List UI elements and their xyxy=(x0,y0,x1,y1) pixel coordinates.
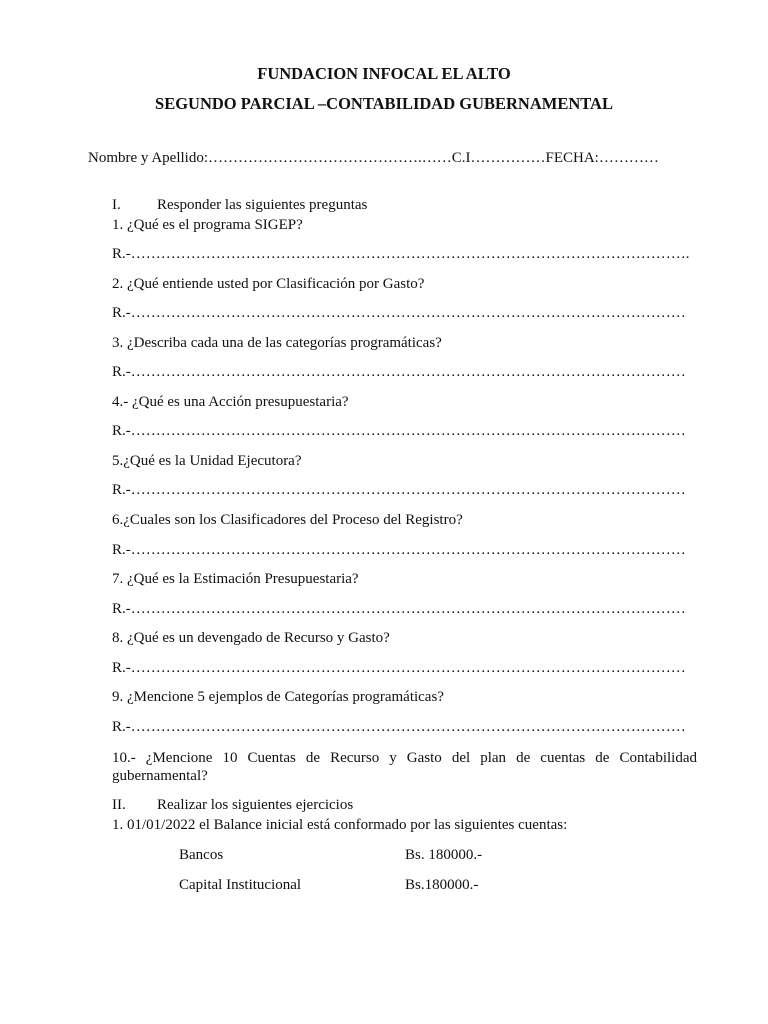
account-name: Bancos xyxy=(179,847,224,863)
section-2-numeral: II. xyxy=(112,797,126,813)
account-amount: Bs.180000.- xyxy=(405,877,479,893)
account-name: Capital Institucional xyxy=(179,877,302,893)
question-8: 8. ¿Qué es un devengado de Recurso y Gasto? xyxy=(112,630,390,646)
question-7: 7. ¿Qué es la Estimación Presupuestaria? xyxy=(112,571,359,587)
answer-line-6: R.-………………………………………………………………………………………………… xyxy=(112,542,686,558)
question-4: 4.- ¿Qué es una Acción presupuestaria? xyxy=(112,394,349,410)
account-amount: Bs. 180000.- xyxy=(405,847,483,863)
answer-line-8: R.-………………………………………………………………………………………………… xyxy=(112,660,686,676)
section-1-numeral: I. xyxy=(112,197,121,213)
student-info-line: Nombre y Apellido:…………………………………….……C.I……………FECHA:………… xyxy=(88,150,659,166)
question-1: 1. ¿Qué es el programa SIGEP? xyxy=(112,217,303,233)
answer-line-4: R.-………………………………………………………………………………………………… xyxy=(112,423,686,439)
question-6: 6.¿Cuales son los Clasificadores del Proceso del Registro? xyxy=(112,512,463,528)
answer-line-3: R.-………………………………………………………………………………………………… xyxy=(112,364,686,380)
question-10-line-1: 10.- ¿Mencione 10 Cuentas de Recurso y Gasto del plan de cuentas de Contabilidad xyxy=(112,750,697,766)
answer-line-7: R.-………………………………………………………………………………………………… xyxy=(112,601,686,617)
answer-line-9: R.-………………………………………………………………………………………………… xyxy=(112,719,686,735)
question-5: 5.¿Qué es la Unidad Ejecutora? xyxy=(112,453,302,469)
question-9: 9. ¿Mencione 5 ejemplos de Categorías programáticas? xyxy=(112,689,444,705)
answer-line-1: R.-…………………………………………………………………………………………………. xyxy=(112,246,690,262)
exercise-1-statement: 1. 01/01/2022 el Balance inicial está conformado por las siguientes cuentas: xyxy=(112,817,568,833)
question-3: 3. ¿Describa cada una de las categorías programáticas? xyxy=(112,335,442,351)
question-2: 2. ¿Qué entiende usted por Clasificación por Gasto? xyxy=(112,276,425,292)
section-1-title: Responder las siguientes preguntas xyxy=(157,197,368,213)
section-2-title: Realizar los siguientes ejercicios xyxy=(157,797,354,813)
exam-title: SEGUNDO PARCIAL –CONTABILIDAD GUBERNAMENTAL xyxy=(155,94,613,113)
answer-line-5: R.-………………………………………………………………………………………………… xyxy=(112,482,686,498)
institution-title: FUNDACION INFOCAL EL ALTO xyxy=(257,64,511,83)
answer-line-2: R.-………………………………………………………………………………………………… xyxy=(112,305,686,321)
question-10-line-2: gubernamental? xyxy=(112,768,208,784)
